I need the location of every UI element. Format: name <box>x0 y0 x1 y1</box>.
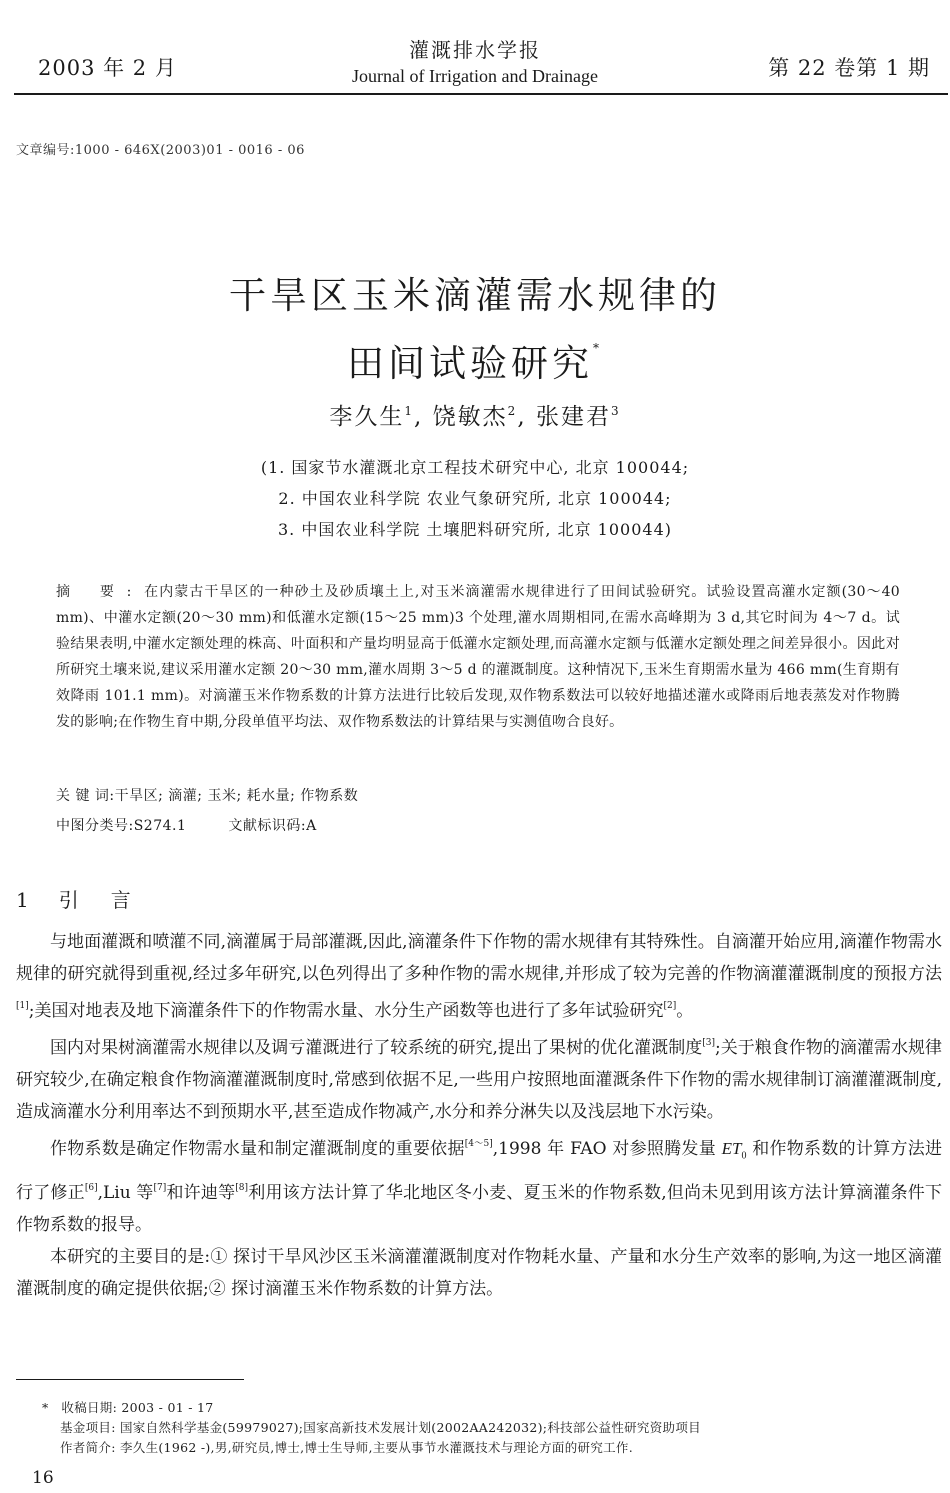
text-run: 。 <box>676 1001 694 1021</box>
text-run: ;美国对地表及地下滴灌条件下的作物需水量、水分生产函数等也进行了多年试验研究 <box>28 1001 664 1021</box>
section-number: 1 <box>16 888 31 912</box>
author-name: 张建君 <box>535 404 611 430</box>
abstract-label: 摘 要: <box>56 584 144 600</box>
paper-title-text: 田间试验研究 <box>347 342 593 385</box>
footnote-bio: 作者简介: 李久生(1962 -),男,研究员,博士,博士生导师,主要从事节水灌溉技术与理论方面的研究工作. <box>60 1440 633 1455</box>
header-rule <box>14 93 948 95</box>
body-text <box>16 926 942 1305</box>
doc-code-label: 文献标识码: <box>228 818 307 834</box>
citation: [1] <box>16 1001 29 1011</box>
author-affiliation-mark: 1 <box>404 404 415 418</box>
footnote-rule <box>16 1379 244 1380</box>
author-affiliation-mark: 2 <box>507 404 518 418</box>
received-date: 收稿日期: 2003 - 01 - 17 <box>61 1400 214 1415</box>
footnote-mark: * <box>42 1400 49 1415</box>
et-symbol-text: ET <box>721 1139 742 1158</box>
author-name: 饶敏杰 <box>432 404 508 430</box>
clc-label: 中图分类号: <box>56 818 134 834</box>
text-run: 和许迪等 <box>166 1183 236 1204</box>
et-symbol <box>721 1139 747 1162</box>
paragraph-2 <box>16 1027 942 1128</box>
classification <box>56 815 317 835</box>
keywords-text: 干旱区; 滴灌; 玉米; 耗水量; 作物系数 <box>114 788 359 804</box>
clc-value: S274.1 <box>133 818 187 834</box>
section-title-part: 引 <box>58 888 81 912</box>
title-footnote-mark: * <box>593 341 603 355</box>
text-run: ,Liu 等 <box>97 1183 154 1204</box>
author-separator: , <box>517 404 536 430</box>
journal-title-en: Journal of Irrigation and Drainage <box>352 66 598 86</box>
abstract <box>56 579 900 735</box>
text-run: 与地面灌溉和喷灌不同,滴灌属于局部灌溉,因此,滴灌条件下作物的需水规律有其特殊性。自滴灌开始应用,滴灌作物需水规律的研究就得到重视,经过多年研究,以色列得出了多种作物的需水规律,并形成了较为完善的作物滴灌灌溉制度的预报方法 <box>16 932 942 984</box>
page-number: 16 <box>32 1468 54 1488</box>
doc-code-value: A <box>306 818 317 834</box>
author-affiliation-mark: 3 <box>610 404 621 418</box>
citation: [6] <box>84 1183 98 1194</box>
paragraph-3 <box>16 1128 942 1241</box>
text-run: 和作物系数的计算方法进行了修正 <box>16 1139 942 1204</box>
abstract-text: 在内蒙古干旱区的一种砂土及砂质壤土上,对玉米滴灌需水规律进行了田间试验研究。试验设置高灌水定额(30～40 mm)、中灌水定额(20～30 mm)和低灌水定额(15～25 mm)3 个处理,灌水周期相同,在需水高峰期为 3 d,其它时间为 4～7 d。试验结果表明,中灌水定额处理的株高、叶面积和产量均明显高于低灌水定额处理,而高灌水定额与低灌水定额处理之间差异很小。因此对所研究土壤来说,建议采用灌水定额 20～30 mm,灌水周期 3～5 d 的灌溉制度。这种情况下,玉米生育期需水量为 466 mm(生育期有效降雨 101.1 mm)。对滴灌玉米作物系数的计算方法进行比较后发现,双作物系数法可以较好地描述灌水或降雨后地表蒸发对作物腾发的影响;在作物生育中期,分段单值平均法、双作物系数法的计算结果与实测值吻合良好。 <box>56 584 901 730</box>
author-name: 李久生 <box>329 404 405 430</box>
section-title-part: 言 <box>110 888 133 912</box>
citation: [7] <box>153 1183 167 1194</box>
article-number: 文章编号:1000 - 646X(2003)01 - 0016 - 06 <box>16 143 305 158</box>
footnote-fund: 基金项目: 国家自然科学基金(59979027);国家高新技术发展计划(2002AA242032);科技部公益性研究资助项目 <box>60 1420 701 1435</box>
affiliation-3: 3. 中国农业科学院 土壤肥料研究所, 北京 100044) <box>277 520 673 539</box>
citation: [3] <box>702 1038 715 1048</box>
et-subscript: 0 <box>741 1150 747 1162</box>
journal-title-cn: 灌溉排水学报 <box>409 38 541 62</box>
paper-title-line1: 干旱区玉米滴灌需水规律的 <box>229 274 721 317</box>
header-volume: 第 22 卷第 1 期 <box>768 56 930 80</box>
header-date: 2003 年 2 月 <box>38 56 177 80</box>
keywords <box>56 785 358 805</box>
paper-title-line2 <box>0 333 950 387</box>
keywords-label: 关 键 词: <box>56 788 115 804</box>
citation: [8] <box>235 1183 249 1194</box>
text-run: 利用该方法计算了华北地区冬小麦、夏玉米的作物系数,但尚未见到用该方法计算滴灌条件下作物系数的报导。 <box>16 1183 943 1236</box>
text-run: ,1998 年 FAO 对参照腾发量 <box>492 1139 722 1159</box>
author-separator: , <box>414 404 433 430</box>
citation: [4～5] <box>464 1139 493 1149</box>
citation: [2] <box>663 1001 677 1011</box>
affiliation-1: (1. 国家节水灌溉北京工程技术研究中心, 北京 100044; <box>260 458 690 477</box>
footnote-received <box>42 1398 214 1416</box>
author-list <box>0 398 950 431</box>
text-run: 国内对果树滴灌需水规律以及调亏灌溉进行了较系统的研究,提出了果树的优化灌溉制度 <box>50 1038 703 1058</box>
section-heading <box>16 884 133 913</box>
text-run: 作物系数是确定作物需水量和制定灌溉制度的重要依据 <box>50 1139 465 1159</box>
text-run: ;关于粮食作物的滴灌需水规律研究较少,在确定粮食作物滴灌灌溉制度时,常感到依据不足,一些用户按照地面灌溉条件下作物的需水规律制订滴灌灌溉制度,造成滴灌水分利用率达不到预期水平,甚至造成作物减产,水分和养分淋失以及浅层地下水污染。 <box>16 1038 942 1122</box>
paragraph-4: 本研究的主要目的是:① 探讨干旱风沙区玉米滴灌灌溉制度对作物耗水量、产量和水分生产效率的影响,为这一地区滴灌灌溉制度的确定提供依据;② 探讨滴灌玉米作物系数的计算方法。 <box>16 1247 942 1300</box>
affiliation-2: 2. 中国农业科学院 农业气象研究所, 北京 100044; <box>278 489 672 508</box>
paragraph-1 <box>16 926 942 1027</box>
